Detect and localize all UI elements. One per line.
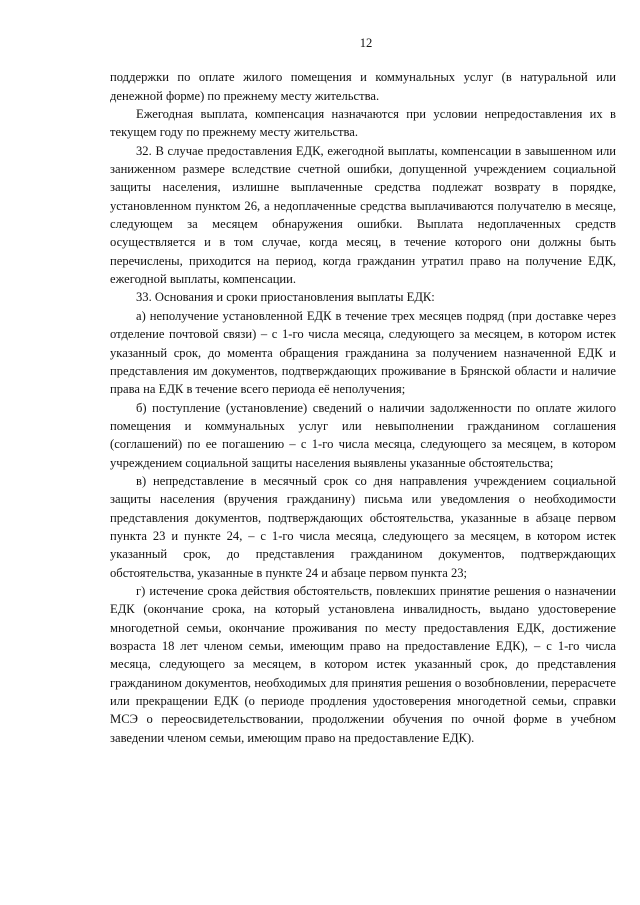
paragraph-item-33: 33. Основания и сроки приостановления выплаты ЕДК:	[136, 290, 435, 305]
paragraph-subitem-g: г) истечение срока действия обстоятельств, повлекших принятие решения о назначении ЕДК (окончание срока, на который установлена инвалидность, выдано удостоверение многодетной семьи, окончание проживания по месту предоставления ЕДК, достижение возраста 18 лет членом семьи, имеющим право на предоставление ЕДК), – с 1-го числа месяца, следующего за месяцем, в котором истек указанный срок, до представления гражданином документов, необходимых для принятия решения о возобновлении, перерасчете или прекращении ЕДК (о периоде продления удостоверения многодетной семьи, справки МСЭ о переосвидетельствовании, продолжении обучения по очной форме в учебном заведении членом семьи, имеющим право на предоставление ЕДК).	[110, 583, 616, 745]
paragraph-subitem-a: а) неполучение установленной ЕДК в течение трех месяцев подряд (при доставке через отделение почтовой связи) – с 1-го числа месяца, следующего за месяцем, в котором истек указанный срок, до момента обращения гражданина за получением назначенной ЕДК и представления им документов, подтверждающих проживание в Брянской области и наличие права на ЕДК в течение всего периода её неполучения;	[110, 308, 616, 397]
paragraph-subitem-v: в) непредставление в месячный срок со дня направления учреждением социальной защиты населения (вручения гражданину) письма или уведомления о необходимости представления документов, подтверждающих обстоятельства, указанные в абзаце первом пункта 23 и пункте 24, – с 1-го числа месяца, следующего за месяцем, в котором истек указанный срок, до представления гражданином документов, подтверждающих обстоятельства, указанные в пункте 24 и абзаце первом пункта 23;	[110, 473, 616, 580]
page-number: 12	[359, 36, 373, 50]
paragraph-continuation: поддержки по оплате жилого помещения и коммунальных услуг (в натуральной или денежной форме) по прежнему месту жительства.	[110, 70, 616, 103]
paragraph-subitem-b: б) поступление (установление) сведений о наличии задолженности по оплате жилого помещения и коммунальных услуг или невыполнении гражданином соглашения (соглашений) по ее погашению – с 1-го числа месяца, следующего за месяцем, в котором учреждением социальной защиты населения выявлены указанные обстоятельства;	[110, 400, 616, 470]
paragraph-annual-payment: Ежегодная выплата, компенсация назначаются при условии непредоставления их в текущем году по прежнему месту жительства.	[110, 107, 616, 140]
paragraph-item-32: 32. В случае предоставления ЕДК, ежегодной выплаты, компенсации в завышенном или заниженном размере вследствие счетной ошибки, допущенной учреждением социальной защиты населения, излишне выплаченные средства подлежат возврату в порядке, установленном пунктом 26, а недоплаченные средства выплачиваются получателю в месяце, следующем за месяцем обнаружения ошибки. Выплата недоплаченных средств осуществляется и в том случае, когда месяц, в течение которого они должны быть перечислены, приходится на период, когда гражданин утратил право на получение ЕДК, ежегодной выплаты, компенсации.	[110, 143, 616, 287]
